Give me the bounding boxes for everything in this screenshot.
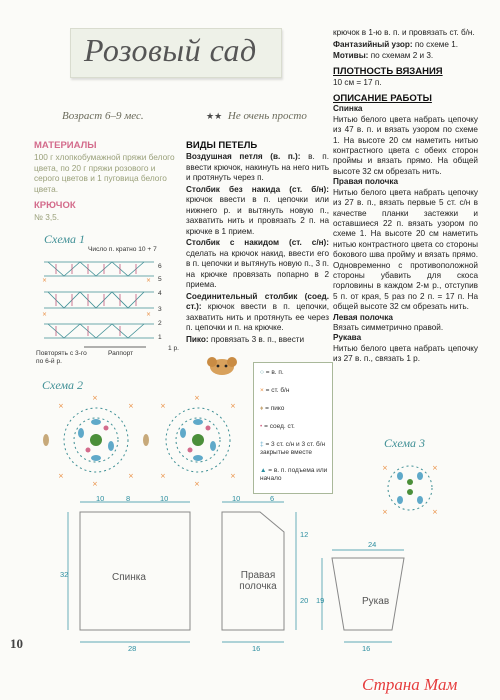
row-number: 5: [158, 276, 162, 283]
scheme3-label: Схема 3: [384, 436, 426, 450]
svg-text:×: ×: [92, 480, 98, 488]
front-bottom-dim: 16: [252, 644, 261, 653]
section-title: Правая полочка: [333, 177, 399, 187]
legend-item: ○ = в. п.: [260, 369, 284, 376]
row-number: 2: [158, 320, 162, 327]
loop-item: Пико: провязать 3 в. п., ввести: [186, 334, 305, 344]
legend-item: ♦ = пико: [260, 405, 285, 412]
scheme2-label: Схема 2: [42, 378, 84, 392]
svg-text:×: ×: [58, 472, 64, 480]
difficulty-stars: ★★: [206, 111, 223, 121]
legend-item: × = ст. б/н: [260, 387, 290, 394]
legend-item: ‡ = 3 ст. с/н и 3 ст. б/н закрытые вместе: [260, 441, 326, 456]
materials-heading: МАТЕРИАЛЫ: [34, 140, 97, 151]
repeat-label: Раппорт: [108, 350, 134, 357]
row-number: 4: [158, 290, 162, 297]
svg-text:×: ×: [146, 311, 152, 318]
watermark-text: Страна Мам: [362, 675, 458, 694]
loop-item: Столбик без накида (ст. б/н): крючок ввести в п. цепочки или нижнего р. и вытянуть новую п., захватить нить и провязать 2 п. на крючке в 1 прием.: [186, 184, 329, 236]
front-height-dim: 20: [300, 596, 309, 605]
front-height-dim: 12: [300, 530, 309, 539]
loops-list: [186, 152, 329, 345]
svg-text:×: ×: [160, 472, 166, 480]
work-heading: ОПИСАНИЕ РАБОТЫ: [333, 93, 432, 105]
front-width-dim: 6: [270, 494, 275, 503]
section-title: Рукава: [333, 333, 362, 343]
back-width-dim: 10: [96, 494, 105, 503]
page-title: Розовый сад: [84, 32, 257, 68]
back-bottom-dim: 28: [128, 644, 137, 653]
loop-item: Воздушная петля (в. п.): в. п. ввести крючок, накинуть на него нить и протянуть через п.: [186, 152, 329, 182]
right-column: [333, 28, 478, 365]
symbol-legend: [253, 362, 333, 494]
motifs: Мотивы: по схемам 2 и 3.: [333, 50, 434, 60]
teddy-bear-icon: [200, 352, 244, 378]
loop-item: Столбик с накидом (ст. с/н): сделать на крючок накид, ввести его в п. цепочки и вытянуть новую п., 3 п. на крючке провязать попарно в 2 приема.: [186, 238, 329, 289]
rows-marker: 1 р.: [168, 345, 179, 352]
svg-text:×: ×: [92, 394, 98, 402]
svg-text:×: ×: [58, 402, 64, 410]
sleeve-height-dim: 19: [316, 596, 325, 605]
svg-text:×: ×: [128, 472, 134, 480]
svg-text:×: ×: [230, 472, 236, 480]
density-heading: ПЛОТНОСТЬ ВЯЗАНИЯ: [333, 66, 443, 78]
svg-text:×: ×: [42, 311, 48, 318]
back-height-dim: 32: [60, 570, 69, 579]
section-text: Нитью белого цвета набрать цепочку из 27 в. п., связать 1 р.: [333, 343, 478, 364]
scheme1-chart: [36, 252, 186, 352]
scheme2-motif: [36, 378, 246, 493]
loop-item: Соединительный столбик (соед. ст.): крючок ввести в п. цепочки, захватить нить и протянуть ее через п. цепочки и п. на крючке.: [186, 291, 329, 332]
svg-text:×: ×: [194, 480, 200, 488]
svg-text:×: ×: [382, 508, 388, 516]
sleeve-bottom-dim: 16: [362, 644, 371, 653]
svg-text:×: ×: [382, 464, 388, 472]
sleeve-width-dim: 24: [368, 540, 377, 549]
page-number: 10: [10, 636, 23, 651]
front-width-dim: 10: [232, 494, 241, 503]
sleeve-label: Рукав: [362, 596, 390, 607]
difficulty: [206, 110, 307, 122]
section-title: Спинка: [333, 104, 363, 114]
svg-text:×: ×: [194, 394, 200, 402]
scheme1-note-top: Число п. кратно 10 + 7: [88, 246, 157, 253]
age-label: Возраст 6–9 мес.: [62, 110, 144, 122]
row-number: 3: [158, 306, 162, 313]
difficulty-label: Не очень просто: [227, 110, 307, 122]
hook-heading: КРЮЧОК: [34, 200, 76, 211]
fantasy-pattern: Фантазийный узор: по схеме 1.: [333, 40, 459, 50]
hook-text: № 3,5.: [34, 212, 60, 222]
row-number: 1: [158, 334, 162, 341]
back-width-dim: 8: [126, 494, 131, 503]
back-width-dim: 10: [160, 494, 169, 503]
section-text: Нитью белого цвета набрать цепочку из 47 в. п. и вязать узором по схеме 1. На высоте 20 см наметить нитью контрастного цвета с обеих сторон проймы и вязать прямо. На общей высоте 32 см обрезать нить.: [333, 114, 478, 176]
repeat-note: Повторять с 3-го по 6-й р.: [36, 350, 87, 365]
front-label: Правая полочка: [239, 570, 277, 592]
right-top-text: крючок в 1-ю в. п. и провязать ст. б/н.: [333, 28, 475, 37]
svg-text:×: ×: [230, 402, 236, 410]
materials-text: 100 г хлопкобумажной пряжи белого цвета, по 20 г пряжи розового и серого цветов и 1 пуговица белого цвета.: [34, 152, 175, 194]
svg-text:×: ×: [146, 277, 152, 284]
section-text: Нитью белого цвета набрать цепочку из 27 в. п., вязать первые 5 ст. с/н в качестве планки застежки и оставшиеся 22 п. вязать узором по схеме 1. На высоте 20 см наметить нитью контрастного цвета со стороны бокового шва пройму и вязать прямо. Одновременно с противоположной стороны убавить для скоса горловины в каждом 2-м р., отступив 5 п. от края, 5 раз по 2 п. = 17 п. На общей высоте 32 см обрезать нить.: [333, 187, 478, 312]
legend-item: • = соед. ст.: [260, 423, 295, 430]
legend-item: ▲ = в. п. подъема или начало: [260, 467, 328, 482]
section-text: Вязать симметрично правой.: [333, 322, 444, 332]
svg-text:×: ×: [432, 464, 438, 472]
svg-text:×: ×: [42, 277, 48, 284]
svg-text:×: ×: [432, 508, 438, 516]
section-title: Левая полочка: [333, 312, 393, 322]
row-number: 6: [158, 263, 162, 270]
svg-text:×: ×: [128, 402, 134, 410]
scheme1-label: Схема 1: [44, 232, 86, 246]
back-label: Спинка: [112, 572, 146, 583]
loops-heading: ВИДЫ ПЕТЕЛЬ: [186, 140, 258, 151]
svg-text:×: ×: [160, 402, 166, 410]
density-text: 10 см = 17 п.: [333, 77, 382, 87]
